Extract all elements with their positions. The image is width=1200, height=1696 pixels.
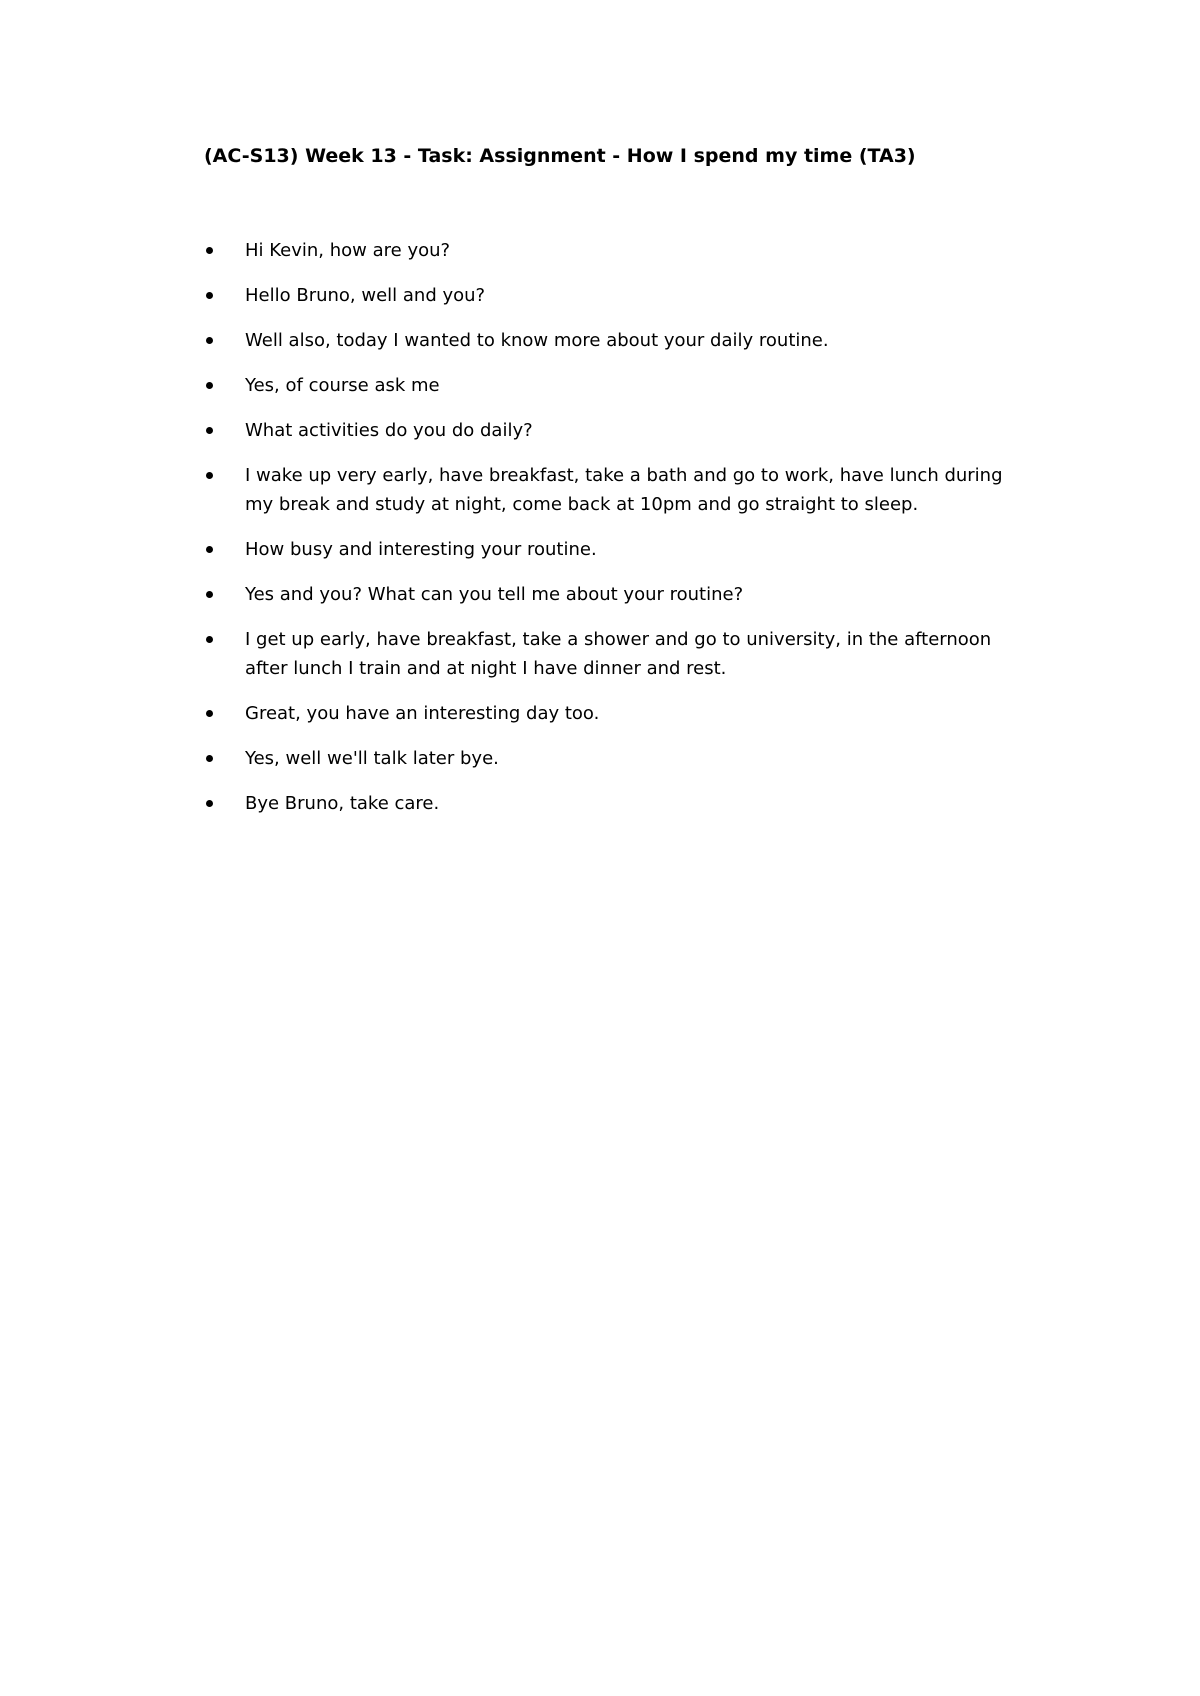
dialogue-line: Bye Bruno, take care.	[245, 793, 440, 814]
list-item	[204, 535, 1034, 564]
dialogue-line: Well also, today I wanted to know more about your daily routine.	[245, 330, 829, 351]
dialogue-line: Yes, of course ask me	[245, 375, 440, 396]
bullet-icon	[206, 472, 213, 479]
list-item	[204, 789, 1034, 818]
dialogue-line: What activities do you do daily?	[245, 420, 533, 441]
bullet-icon	[206, 636, 213, 643]
bullet-icon	[206, 382, 213, 389]
bullet-icon	[206, 292, 213, 299]
bullet-icon	[206, 755, 213, 762]
bullet-icon	[206, 591, 213, 598]
dialogue-list	[204, 236, 1034, 834]
document-title: (AC-S13) Week 13 - Task: Assignment - How I spend my time (TA3)	[204, 145, 916, 167]
list-item	[204, 416, 1034, 445]
list-item	[204, 281, 1034, 310]
dialogue-line: Yes, well we'll talk later bye.	[245, 748, 499, 769]
list-item	[204, 625, 1034, 683]
list-item	[204, 236, 1034, 265]
list-item	[204, 580, 1034, 609]
dialogue-line: I wake up very early, have breakfast, take a bath and go to work, have lunch during my break and study at night, come back at 10pm and go straight to sleep.	[245, 465, 1003, 515]
bullet-icon	[206, 710, 213, 717]
list-item	[204, 699, 1034, 728]
dialogue-line: Yes and you? What can you tell me about your routine?	[245, 584, 744, 605]
bullet-icon	[206, 247, 213, 254]
dialogue-line: Hi Kevin, how are you?	[245, 240, 451, 261]
bullet-icon	[206, 800, 213, 807]
dialogue-line: How busy and interesting your routine.	[245, 539, 597, 560]
dialogue-line: I get up early, have breakfast, take a shower and go to university, in the afternoon after lunch I train and at night I have dinner and rest.	[245, 629, 992, 679]
dialogue-line: Great, you have an interesting day too.	[245, 703, 600, 724]
dialogue-line: Hello Bruno, well and you?	[245, 285, 486, 306]
list-item	[204, 461, 1034, 519]
list-item	[204, 371, 1034, 400]
bullet-icon	[206, 427, 213, 434]
bullet-icon	[206, 546, 213, 553]
list-item	[204, 326, 1034, 355]
bullet-icon	[206, 337, 213, 344]
list-item	[204, 744, 1034, 773]
